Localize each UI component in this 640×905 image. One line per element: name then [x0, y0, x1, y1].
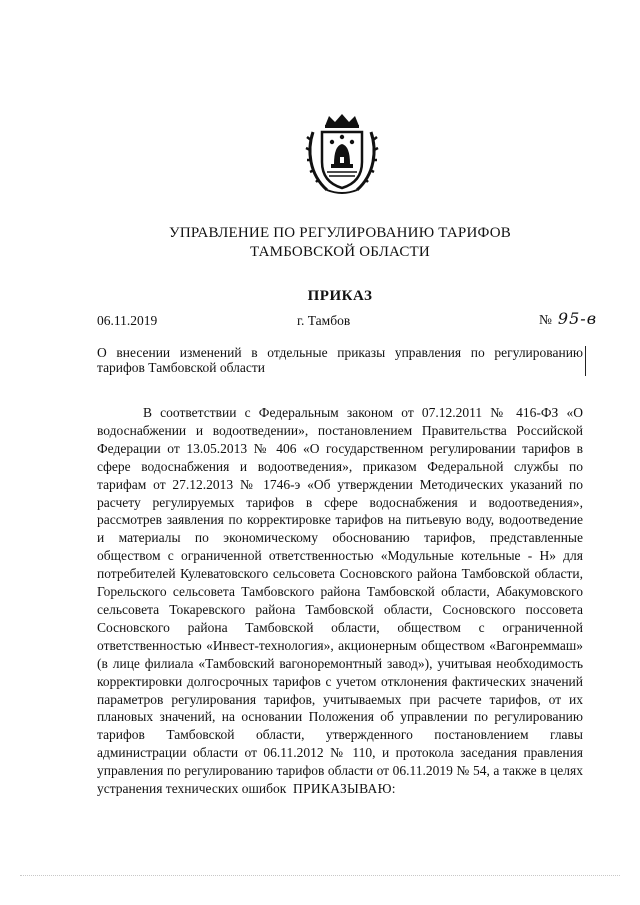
- document-number-handwritten: 95-в: [557, 309, 597, 328]
- document-type-label: ПРИКАЗ: [307, 288, 373, 304]
- document-subject: О внесении изменений в отдельные приказы управления по регулированию тарифов Тамбовской области: [97, 345, 583, 375]
- order-command: ПРИКАЗЫВАЮ:: [293, 781, 396, 797]
- document-meta-row: [97, 309, 597, 335]
- scan-artifact-line: [20, 875, 620, 878]
- document-date: 06.11.2019: [97, 313, 158, 328]
- tambov-coat-of-arms-icon: [305, 112, 379, 196]
- body-paragraph-text: В соответствии с Федеральным законом от 07.12.2011 № 416-ФЗ «О водоснабжении и водоотведении», постановлением Правительства Российской Федерации от 13.05.2013 № 406 «О государственном регулировании тарифов в сфере водоснабжения и водоотведения», приказом Федеральной службы по тарифам от 27.12.2013 № 1746-э «Об утверждении Методических указаний по расчету регулируемых тарифов в сфере водоснабжения и водоотведения», рассмотрев заявления по корректировке тарифов на питьевую воду, водоотведение и материалы по экономическому обоснованию тарифов, представленные обществом с ограниченной ответственностью «Модульные котельные - Н» для потребителей Кулеватовского сельсовета Сосновского района Тамбовской области, Горельского сельсовета Тамбовского района Тамбовской области, Абакумовского сельсовета Токаревского района Тамбовской области, Сосновского поссовета Сосновского района Тамбовской области, обществом с ограниченной ответственностью «Инвест-технология», акционерным обществом «Вагонреммаш» (в лице филиала «Тамбовский вагоноремонтный завод»), учитывая необходимость корректировки долгосрочных тарифов с учетом отклонения фактических значений параметров регулирования тарифов, учитываемых при расчете тарифов, от их плановых значений, на основании Положения об управлении по регулированию тарифов Тамбовской области, утвержденного постановлением главы администрации области от 06.11.2012 № 110, и протокола заседания правления управления по регулированию тарифов области от 06.11.2019 № 54, а также в целях устранения технических ошибок: [97, 405, 583, 797]
- document-number-prefix: №: [539, 312, 552, 327]
- document-city: г. Тамбов: [297, 313, 351, 328]
- agency-name: [0, 224, 640, 262]
- subject-margin-bar: [585, 346, 586, 376]
- document-number: [539, 309, 597, 328]
- body-paragraph: [97, 404, 583, 798]
- agency-name-line2: ТАМБОВСКОЙ ОБЛАСТИ: [250, 244, 430, 260]
- document-type: [0, 288, 640, 305]
- agency-name-line1: УПРАВЛЕНИЕ ПО РЕГУЛИРОВАНИЮ ТАРИФОВ: [169, 225, 511, 241]
